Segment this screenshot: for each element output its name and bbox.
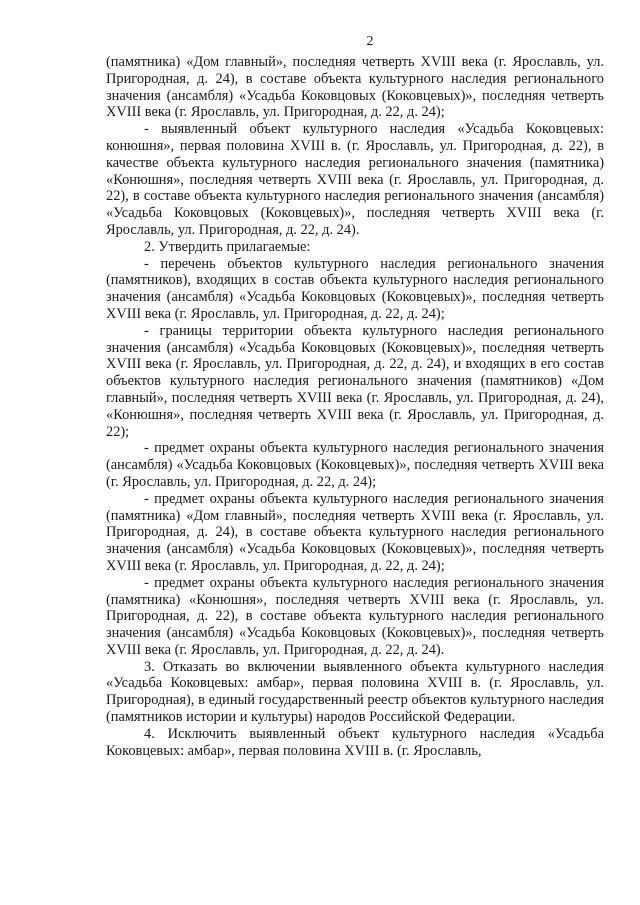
paragraph-territory-borders: - границы территории объекта культурного наследия регионального значения (ансамбля) «Усадьба Коковцовых (Коковцевых)», последняя четверть XVIII века (г. Ярославль, ул. Пригородная, д. 22, д. 24), и входящих в его состав объектов культурного наследия регионального значения (памятников) «Дом главный», последняя четверть XVIII века (г. Ярославль, ул. Пригородная, д. 24), «Конюшня», последняя четверть XVIII века (г. Ярославль, ул. Пригородная, д. 22);	[106, 322, 604, 440]
paragraph-protection-main-house: - предмет охраны объекта культурного наследия регионального значения (памятника) «Дом главный», последняя четверть XVIII века (г. Ярославль, ул. Пригородная, д. 24), в составе объекта культурного наследия регионального значения (ансамбля) «Усадьба Коковцовых (Коковцевых)», последняя четверть XVIII века (г. Ярославль, ул. Пригородная, д. 22, д. 24);	[106, 490, 604, 574]
paragraph-list-of-objects: - перечень объектов культурного наследия регионального значения (памятников), входящих в состав объекта культурного наследия регионального значения (ансамбля) «Усадьба Коковцовых (Коковцевых)», последняя четверть XVIII века (г. Ярославль, ул. Пригородная, д. 22, д. 24);	[106, 255, 604, 322]
page-number: 2	[366, 34, 374, 49]
paragraph-item-2: 2. Утвердить прилагаемые:	[144, 238, 311, 255]
paragraph-stable-object: - выявленный объект культурного наследия «Усадьба Коковцевых: конюшня», первая половина XVIII в. (г. Ярославль, ул. Пригородная, д. 22), в качестве объекта культурного наследия регионального значения (памятника) «Конюшня», последняя четверть XVIII века (г. Ярославль, ул. Пригородная, д. 22), в составе объекта культурного наследия регионального значения (ансамбля) «Усадьба Коковцовых (Коковцевых)», последняя четверть XVIII века (г. Ярославль, ул. Пригородная, д. 22, д. 24).	[106, 121, 604, 238]
paragraph-continuation: (памятника) «Дом главный», последняя четверть XVIII века (г. Ярославль, ул. Пригородная, д. 24), в составе объекта культурного наследия регионального значения (ансамбля) «Усадьба Коковцовых (Коковцевых)», последняя четверть XVIII века (г. Ярославль, ул. Пригородная, д. 22, д. 24);	[106, 54, 604, 121]
paragraph-protection-stable: - предмет охраны объекта культурного наследия регионального значения (памятника) «Конюшня», последняя четверть XVIII века (г. Ярославль, ул. Пригородная, д. 22), в составе объекта культурного наследия регионального значения (ансамбля) «Усадьба Коковцовых (Коковцевых)», последняя четверть XVIII века (г. Ярославль, ул. Пригородная, д. 22, д. 24).	[106, 574, 604, 658]
paragraph-item-4: 4. Исключить выявленный объект культурного наследия «Усадьба Коковцевых: амбар», первая половина XVIII в. (г. Ярославль,	[106, 725, 604, 759]
document-body	[106, 54, 604, 759]
paragraph-protection-ensemble: - предмет охраны объекта культурного наследия регионального значения (ансамбля) «Усадьба Коковцовых (Коковцевых)», последняя четверть XVIII века (г. Ярославль, ул. Пригородная, д. 22, д. 24);	[106, 440, 604, 490]
paragraph-item-3: 3. Отказать во включении выявленного объекта культурного наследия «Усадьба Коковцевых: амбар», первая половина XVIII в. (г. Ярославль, ул. Пригородная), в единый государственный реестр объектов культурного наследия (памятников истории и культуры) народов Российской Федерации.	[106, 658, 604, 726]
